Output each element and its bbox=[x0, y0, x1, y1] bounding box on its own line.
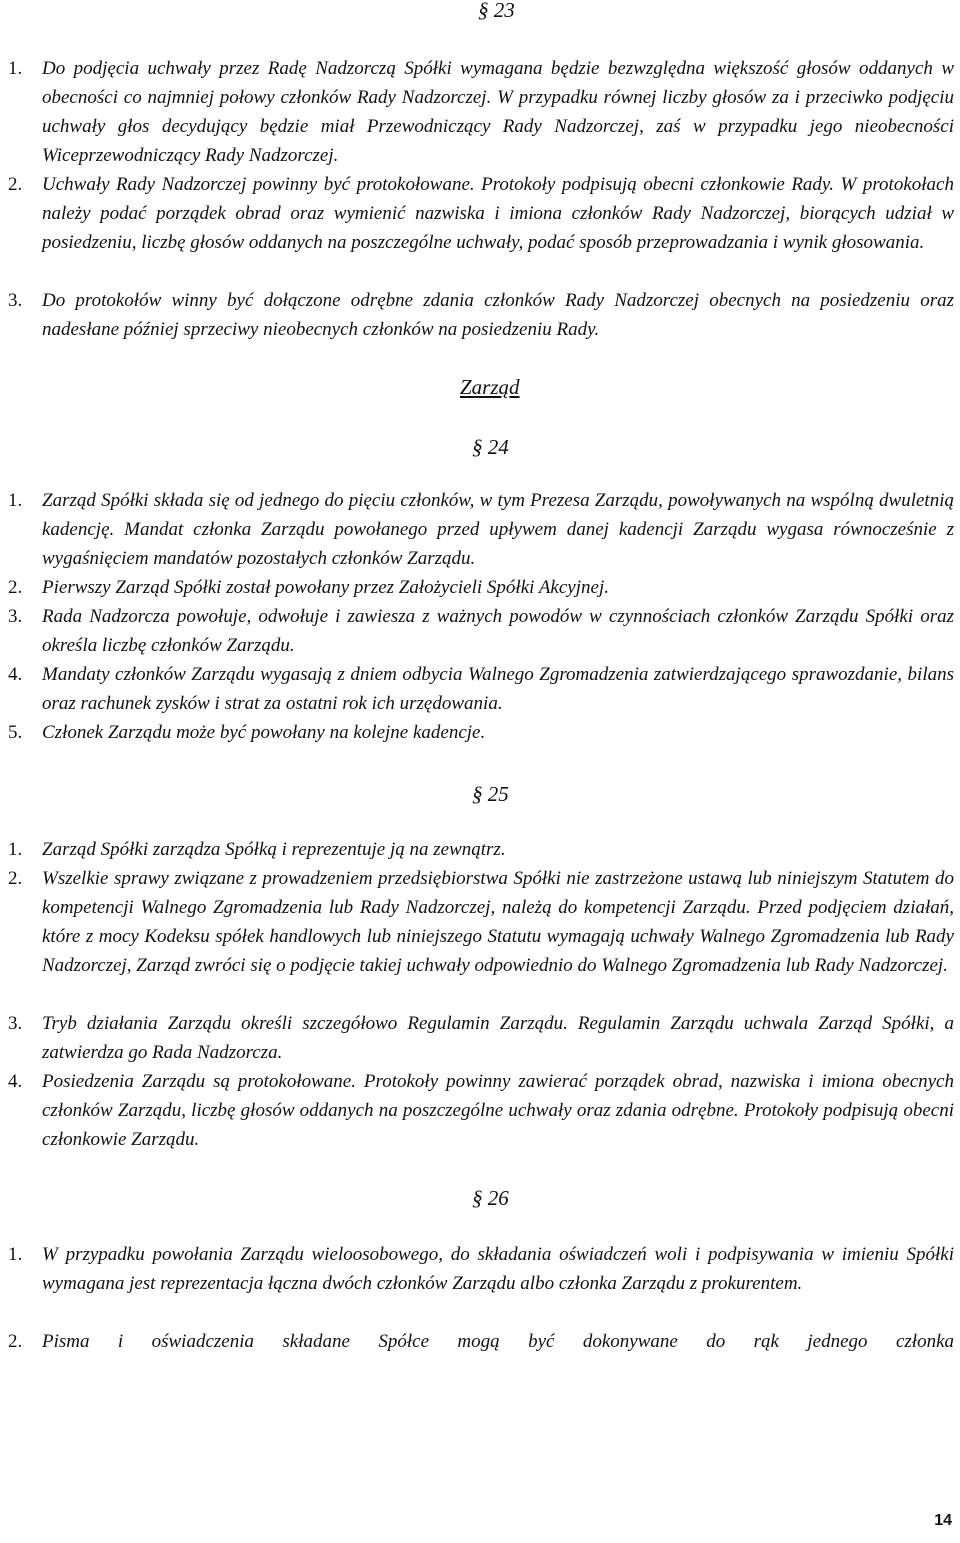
paragraph-23-2 bbox=[8, 170, 954, 257]
paragraph-text: Członek Zarządu może być powołany na kolejne kadencje. bbox=[42, 722, 486, 743]
paragraph-number: 3. bbox=[8, 290, 23, 311]
paragraph-text: Pierwszy Zarząd Spółki został powołany przez Założycieli Spółki Akcyjnej. bbox=[42, 577, 609, 598]
paragraph-24-5 bbox=[8, 718, 954, 747]
paragraph-number: 2. bbox=[8, 577, 23, 598]
section-heading-26: § 26 bbox=[472, 1186, 509, 1210]
page-number: 14 bbox=[934, 1512, 952, 1529]
section-heading-23: § 23 bbox=[478, 0, 515, 22]
paragraph-number: 3. bbox=[8, 1013, 23, 1034]
paragraph-number: 4. bbox=[8, 1071, 23, 1092]
paragraph-25-1 bbox=[8, 835, 954, 864]
paragraph-number: 1. bbox=[8, 490, 23, 511]
section-heading-24: § 24 bbox=[472, 435, 509, 459]
paragraph-number: 1. bbox=[8, 839, 23, 860]
paragraph-text: Mandaty członków Zarządu wygasają z dniem odbycia Walnego Zgromadzenia zatwierdzającego sprawozdanie, bilans oraz rachunek zysków i strat za ostatni rok ich urzędowania. bbox=[42, 664, 954, 714]
paragraph-number: 2. bbox=[8, 174, 23, 195]
paragraph-text: Rada Nadzorcza powołuje, odwołuje i zawiesza z ważnych powodów w czynnościach członków Zarządu Spółki oraz określa liczbę członków Zarządu. bbox=[42, 606, 954, 656]
paragraph-24-2 bbox=[8, 573, 954, 602]
paragraph-text: Do podjęcia uchwały przez Radę Nadzorczą Spółki wymagana będzie bezwzględna większość głosów oddanych w obecności co najmniej połowy członków Rady Nadzorczej. W przypadku równej liczby głosów za i przeciwko podjęciu uchwały głos decydujący będzie miał Przewodniczący Rady Nadzorczej, zaś w przypadku jego nieobecności Wiceprzewodniczący Rady Nadzorczej. bbox=[42, 58, 954, 166]
section-heading-25: § 25 bbox=[472, 782, 509, 806]
paragraph-25-2 bbox=[8, 864, 954, 980]
paragraph-number: 1. bbox=[8, 58, 23, 79]
paragraph-23-3 bbox=[8, 286, 954, 344]
paragraph-text: Pisma i oświadczenia składane Spółce mogą być dokonywane do rąk jednego członka bbox=[42, 1331, 954, 1352]
paragraph-number: 3. bbox=[8, 606, 23, 627]
paragraph-text: Posiedzenia Zarządu są protokołowane. Protokoły powinny zawierać porządek obrad, nazwiska i imiona obecnych członków Zarządu, liczbę głosów oddanych na poszczególne uchwały oraz zdania odrębne. Protokoły podpisują obecni członkowie Zarządu. bbox=[42, 1071, 954, 1150]
paragraph-number: 1. bbox=[8, 1244, 23, 1265]
paragraph-text: Tryb działania Zarządu określi szczegółowo Regulamin Zarządu. Regulamin Zarządu uchwala Zarząd Spółki, a zatwierdza go Rada Nadzorcza. bbox=[42, 1013, 954, 1063]
paragraph-text: Wszelkie sprawy związane z prowadzeniem przedsiębiorstwa Spółki nie zastrzeżone ustawą lub niniejszym Statutem do kompetencji Walnego Zgromadzenia lub Rady Nadzorczej, należą do kompetencji Zarządu. Przed podjęciem działań, które z mocy Kodeksu spółek handlowych lub niniejszego Statutu wymagają uchwały Walnego Zgromadzenia lub Rady Nadzorczej, Zarząd zwróci się o podjęcie takiej uchwały odpowiednio do Walnego Zgromadzenia lub Rady Nadzorczej. bbox=[42, 868, 954, 976]
paragraph-25-3 bbox=[8, 1009, 954, 1067]
paragraph-26-1 bbox=[8, 1240, 954, 1298]
paragraph-number: 5. bbox=[8, 722, 23, 743]
paragraph-text: Zarząd Spółki zarządza Spółką i reprezentuje ją na zewnątrz. bbox=[42, 839, 506, 860]
paragraph-text: W przypadku powołania Zarządu wieloosobowego, do składania oświadczeń woli i podpisywania w imieniu Spółki wymagana jest reprezentacja łączna dwóch członków Zarządu albo członka Zarządu z prokurentem. bbox=[42, 1244, 954, 1294]
paragraph-text: Zarząd Spółki składa się od jednego do pięciu członków, w tym Prezesa Zarządu, powoływanych na wspólną dwuletnią kadencję. Mandat członka Zarządu powołanego przed upływem danej kadencji Zarządu wygasa równocześnie z wygaśnięciem mandatów pozostałych członków Zarządu. bbox=[42, 490, 954, 569]
paragraph-text: Do protokołów winny być dołączone odrębne zdania członków Rady Nadzorczej obecnych na posiedzeniu oraz nadesłane później sprzeciwy nieobecnych członków na posiedzeniu Rady. bbox=[42, 290, 954, 340]
paragraph-number: 2. bbox=[8, 1331, 23, 1352]
paragraph-23-1 bbox=[8, 54, 954, 170]
paragraph-26-2 bbox=[8, 1327, 954, 1356]
paragraph-24-3 bbox=[8, 602, 954, 660]
chapter-title: Zarząd bbox=[460, 375, 520, 399]
paragraph-number: 4. bbox=[8, 664, 23, 685]
paragraph-24-1 bbox=[8, 486, 954, 573]
paragraph-24-4 bbox=[8, 660, 954, 718]
paragraph-text: Uchwały Rady Nadzorczej powinny być protokołowane. Protokoły podpisują obecni członkowie Rady. W protokołach należy podać porządek obrad oraz wymienić nazwiska i imiona członków Rady Nadzorczej, biorących udział w posiedzeniu, liczbę głosów oddanych na poszczególne uchwały, podać sposób przeprowadzania i wynik głosowania. bbox=[42, 174, 954, 253]
paragraph-25-4 bbox=[8, 1067, 954, 1154]
paragraph-number: 2. bbox=[8, 868, 23, 889]
